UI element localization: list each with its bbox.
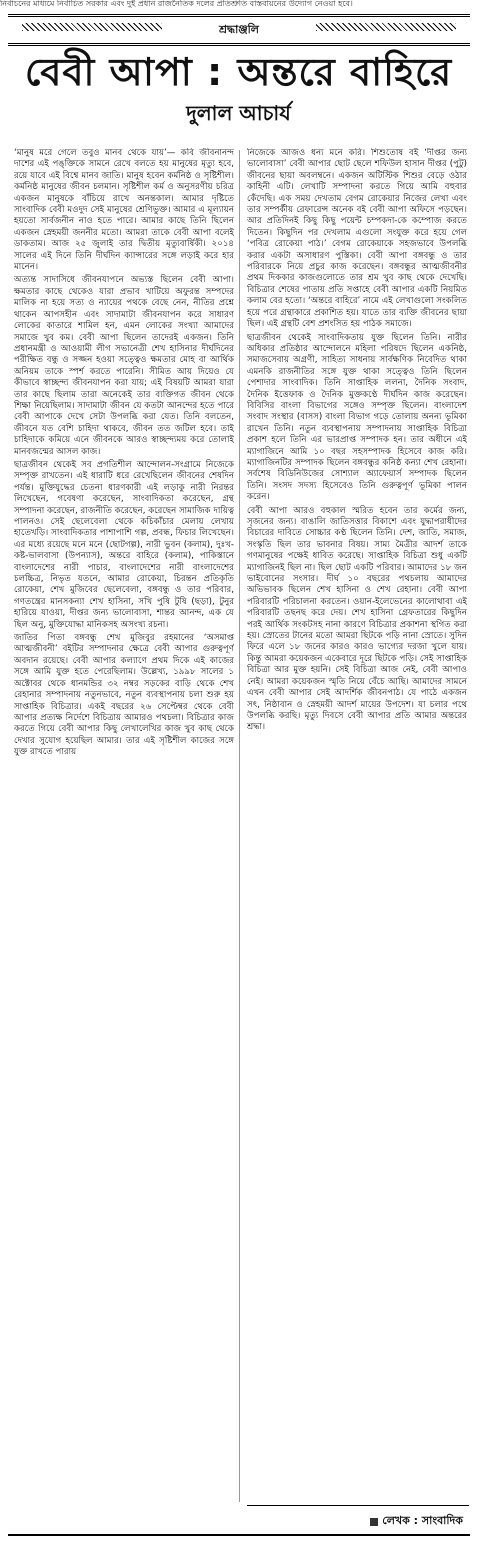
paragraph: জাতির পিতা বঙ্গবন্ধু শেখ মুজিবুর রহমানের ‘অসমাপ্ত আত্মজীবনী’ বইটির সম্পাদনার ক্ষেত্রে বেবী আপার গুরুত্বপূর্ণ অবদান রয়েছে। বেবী আপার কল্যাণে প্রথম দিকে এই কাজের সঙ্গে আমি যুক্ত হতে পেরেছিলাম। উল্লেখ্য, ১৯৯৮ সালের ১ অক্টোবর থেকে ধানমন্ডির ৩২ নম্বর সড়কের বাড়ি থেকে শেখ রেহানার সম্পাদনায় নতুনভাবে, নতুন ব্যবস্থাপনায় চলা শুরু হয় সাপ্তাহিক বিচিত্রার। একই বছরের ২৬ সেপ্টেম্বর থেকে বেবী আপার প্রত্যক্ষ নির্দেশে বিচিত্রায় আমারও পথচলা। বিচিত্রার কাজ করতে গিয়ে বেবী আপার কিছু লেখালেখির কাজ খুব কাছ থেকে দেখার সুযোগ হয়েছিল আমার। তার এই সৃষ্টিশীল কাজের সঙ্গে যুক্ত রাখতে পারায় <box>14 633 234 758</box>
article-column-left <box>14 148 234 1504</box>
author-note-text: লেখক : সাংবাদিক <box>382 1514 463 1527</box>
header-hatch-right <box>316 23 456 31</box>
paragraph: অত্যন্ত সাদাসিধে জীবনযাপনে অভ্যস্ত ছিলেন বেবী আপা। ক্ষমতার কাছে থেকেও যারা প্রভাব খাটিয়ে অফুরন্ত সম্পদের মালিক না হয়ে সত্য ও ন্যায়ের পথকে বেছে নেন, নীতির প্রশ্নে থাকেন আপসহীন এবং সাদামাটা জীবনযাপন করে সাধারণ লোকের কাতারে শামিল হন, এমন লোকের সংখ্যা আমাদের সমাজে খুব কম। বেবী আপা ছিলেন তাদেরই একজন। তিনি প্রধানমন্ত্রী ও আওয়ামী লীগ সভানেত্রী শেখ হাসিনার দীর্ঘদিনের পরীক্ষিত বন্ধু ও সজ্জন হওয়া সত্ত্বেও ক্ষমতার মোহ বা আর্থিক অনিয়ম তাকে স্পর্শ করতে পারেনি। সীমিত আয় দিয়েও যে কীভাবে স্বাচ্ছন্দ্য জীবনযাপন করা যায়; এই বিষয়টি আমরা যারা তার কাছে ছিলাম তারা অনেকেই তার ব্যক্তিগত জীবন থেকে শিক্ষা নিয়েছিলাম। সাদামাটা জীবন যে কতটা আনন্দের হতে পারে বেবী আপাকে দেখে সেটা উপলব্ধি করা যেত। তিনি বলতেন, জীবনে যত বেশি চাহিদা থাকবে, জীবন তত জটিল হবে। তাই চাহিদাকে কমিয়ে এনে জীবনকে আরও স্বাচ্ছন্দ্যময় করে তোলাই মানবজন্মের আসল কাজ। <box>14 275 234 457</box>
paragraph: বেবী আপা আরও বহুকাল স্মরিত হবেন তার কর্মের জন্য, সৃজনের জন্য। বাঙালি জাতিসত্তার বিকাশে এবং যুদ্ধাপরাধীদের বিচারের দাবিতে সোচ্চার কণ্ঠ ছিলেন তিনি। দেশ, জাতি, সমাজ, সংস্কৃতি ছিল তার ভাবনার বিষয়। সাম্য মৈত্রীর আদর্শ তাকে গণমানুষের পক্ষেই ধাবিত করেছে। সাপ্তাহিক বিচিত্রা শুধু একটি ম্যাগাজিনই ছিল না। ছিল ছোট একটি পরিবার। আমাদের ১৮ জন ভাইবোনের সংসার। দীর্ঘ ১০ বছরের পথচলায় আমাদের অভিভাবক ছিলেন শেখ হাসিনা ও শেখ রেহানা। বেবী আপা পরিবারটি পরিচালনা করতেন। ওয়ান-ইলেভেনের কালোথাবা এই পরিবারটি তছনছ করে দেয়। শেখ হাসিনা গ্রেফতারের কিছুদিন পরই আর্থিক সংকটসহ নানা কারণে বিচিত্রার প্রকাশনা স্থগিত করা হয়। স্রোতের টানের মতো আমরা ছিটকে পড়ি নানা স্রোতে। সুদিন ফিরে এলে ১৮ জনের কারও কারও ভাগ্যের দরজা খুলে যায়। কিন্তু আমরা কয়েকজন একেবারে দূরে ছিটকে পড়ি। সেই সাপ্তাহিক বিচিত্রা আর মুক্ত হয়নি। সেই বিচিত্রা আজ নেই, বেবী আপাও নেই। আমরা কয়েকজন স্মৃতি নিয়ে বেঁচে আছি। আমাদের সামনে এখন বেবী আপার সেই আদর্শিক জীবনপাঠ। যে পাঠে একজন সৎ, নিষ্ঠাবান ও স্নেহময়ী আদর্শ মায়ের উপদেশ। যা চলার পথে উপলব্ধি করছি। মৃত্যু দিবসে বেবী আপার প্রতি আমার অন্তরের শ্রদ্ধা। <box>247 505 467 733</box>
article-headline: বেবী আপা : অন্তরে বাহিরে <box>24 50 453 94</box>
paragraph: ছাত্রজীবন থেকেই সব প্রগতিশীল আন্দোলন-সংগ্রামে নিজেকে সম্পৃক্ত রাখতেন। এই ধারাটি ধরে রেখেছিলেন জীবনের শেষদিন পর্যন্ত। মুক্তিযুদ্ধের চেতনা ধারণকারী এই লড়াকু নারী নিরন্তর লিখেছেন, গবেষণা করেছেন, সাংবাদিকতা করেছেন, গ্রন্থ সম্পাদনা করেছেন, রাজনীতি করেছেন, করেছেন সামাজিক দায়িত্ব পালনও। সেই ছেলেবেলা থেকে কচিকাঁচার মেলায় লেখায় হাতেখড়ি। সাংবাদিকতার পাশাপাশি গল্প, প্রবন্ধ, ফিচার লিখেছেন। এর মধ্যে রয়েছে মনে মনে (ছোটগল্প), নারী ভুবন (কলাম), দুঃখ-কষ্ট-ভালবাসা (উপন্যাস), অন্তরে বাহিরে (কলাম), পাকিস্তানে বাংলাদেশের নারী পাচার, বাংলাদেশের নারী বাংলাদেশের চলচ্চিত্র, নিভৃত যতনে, আমার রোকেয়া, চিরন্তন প্রতিকৃতি রোকেয়া, শেখ মুজিবের ছেলেবেলা, বঙ্গবন্ধু ও তার পরিবার, গণতন্ত্রের মানসকন্যা শেখ হাসিনা, সখি পুষি টুষি (ছড়া), টুনুর হারিয়ে যাওয়া, দীপ্তর জন্য ভালোবাসা, শান্তর আনন্দ, এক যে ছিল অনু, মুক্তিযোদ্ধা মানিকসহ অসংখ্য রচনা। <box>14 459 234 630</box>
bottom-rule <box>8 1534 470 1536</box>
paragraph: নিজেকে আজও ধন্য মনে করি। শিশুতোষ বই ‘দীপ্তর জন্য ভালোবাসা’ বেবী আপার ছোট ছেলে শফিউল হাসান দীপ্তর (পুটু) জীবনের ছায়া অবলম্বনে। একজন অটিস্টিক শিশুর বেড়ে ওঠার কাহিনী এটি। লেখাটি সম্পাদনা করতে গিয়ে আমি বহুবার কেঁদেছি। এক সময় দেখতাম বেগম রোকেয়ার নিজের লেখা এবং তার সম্পর্কীয় রেফারেন্স অনেক বই বেবী আপা অফিসে পড়ছেন। আর প্রতিদিনই কিছু কিছু পয়েন্ট চম্পকদা-কে কম্পোজ করতে দিতেন। কিছুদিন পর দেখলাম এগুলো সংযুক্ত করে হয়ে গেল ‘পবিত্র রোকেয়া পাঠ।’ বেগম রোকেয়াকে সহজভাবে উপলব্ধি করার একটা অসাধারণ পুস্তিকা। বেবী আপা বঙ্গবন্ধু ও তার পরিবারকে নিয়ে প্রচুর কাজ করেছেন। বঙ্গবন্ধুর আত্মজীবনীর প্রথম দিককার কাজগুলোতে তার শ্রম খুব কাছ থেকে দেখেছি। বিচিত্রার শেষের পাতায় প্রতি সপ্তাহে বেবী আপার একটি নিয়মিত কলাম বের হতো। ‘অন্তরে বাহিরে’ নামে এই লেখাগুলো সংকলিত হয়ে পরে গ্রন্থাকারে প্রকাশিত হয়। যাতে তার ব্যক্তি জীবনের ছায়া ছিল। এই গ্রন্থটি বেশ প্রশংসিত হয় পাঠক সমাজে। <box>247 148 467 330</box>
paragraph: ছাত্রজীবন থেকেই সাংবাদিকতায় যুক্ত ছিলেন তিনি। নারীর অধিকার প্রতিষ্ঠার আন্দোলনে মহিলা পরিষদে ছিলেন একনিষ্ঠ, সমাজসেবায় অগ্রণী, সাহিত্য সাধনায় সার্বক্ষণিক নিবেদিত থাকা এমনকি রাজনীতির সঙ্গে যুক্ত থাকা সত্ত্বেও তিনি ছিলেন পেশাদার সাংবাদিক। তিনি সাপ্তাহিক ললনা, দৈনিক সংবাদ, দৈনিক ইত্তেফাক ও দৈনিক মুক্তকণ্ঠে দীর্ঘদিন কাজ করেছেন। বিবিসির বাংলা বিভাগের সঙ্গেও সম্পৃক্ত ছিলেন। বাংলাদেশ সংবাদ সংস্থার (বাসস) বাংলা বিভাগ গড়ে তোলায় অনন্য ভূমিকা রাখেন তিনি। নতুন ব্যবস্থাপনায় সম্পাদনায় সাপ্তাহিক বিচিত্রা প্রকাশ হলে তিনি এর ভারপ্রাপ্ত সম্পাদক হন। তার অধীনে এই ম্যাগাজিনে আমি ১০ বছর সহসম্পাদক হিসেবে কাজ করি। ম্যাগাজিনটির সম্পাদক ছিলেন বঙ্গবন্ধুর কনিষ্ঠ কন্যা শেখ রেহানা। সর্বশেষ বিডিনিউজের সোশ্যাল অ্যাফেয়ার্স সম্পাদক ছিলেন তিনি। সংসদ সদস্য হিসেবেও তিনি গুরুত্বপূর্ণ ভূমিকা পালন করেন। <box>247 332 467 503</box>
author-note-rule <box>247 1505 469 1506</box>
header-hatch-left <box>22 23 162 31</box>
square-bullet-icon <box>370 1518 378 1526</box>
paragraph: ‘মানুষ মরে গেলে তবুও মানব থেকে যায়’— কবি জীবনানন্দ দাশের এই পঙ্‌ক্তিকে সামনে রেখে বলতে হয় মানুষের মৃত্যু হবে, রয়ে যাবে এই বিশ্বে মানব জাতি। মানুষ হবেন কর্মনিষ্ঠ ও সৃষ্টিশীল। কর্মনিষ্ঠ মানুষের জীবন চলমান। সৃষ্টিশীল কর্ম ও অনুসরণীয় চরিত্র একজন মানুষকে বাঁচিয়ে রাখে অনন্তকাল। আমার দৃষ্টিতে সাংবাদিক বেবী মওদুদ সেই মানুষের শ্রেণিভুক্ত। আমার এ মূল্যায়ন হয়তো সার্বজনীন নাও হতে পারে। আমার কাছে তিনি ছিলেন একজন স্নেহময়ী জননীর মতো। আমরা তাকে বেবী আপা বলেই ডাকতাম। আজ ২৫ জুলাই তার দ্বিতীয় মৃত্যুবার্ষিকী। ২০১৪ সালের এই দিনে তিনি দীর্ঘদিন ক্যান্সারের সঙ্গে লড়াই করে হার মানেন। <box>14 148 234 273</box>
section-label: শ্রদ্ধাঞ্জলি <box>211 21 267 40</box>
article-column-right <box>247 148 467 1504</box>
section-header <box>8 14 470 46</box>
article-byline: দুলাল আচার্য <box>186 101 291 125</box>
previous-article-strip: নির্বাচনের মাধ্যমে নির্বাচিত সরকার এবং দুই প্রধান রাজনৈতিক দলের প্রতিশ্রুতি বাস্তবায়নের উদ্যোগ নেওয়া হবে। <box>0 0 353 8</box>
author-note <box>370 1512 463 1531</box>
column-divider <box>239 150 240 1502</box>
